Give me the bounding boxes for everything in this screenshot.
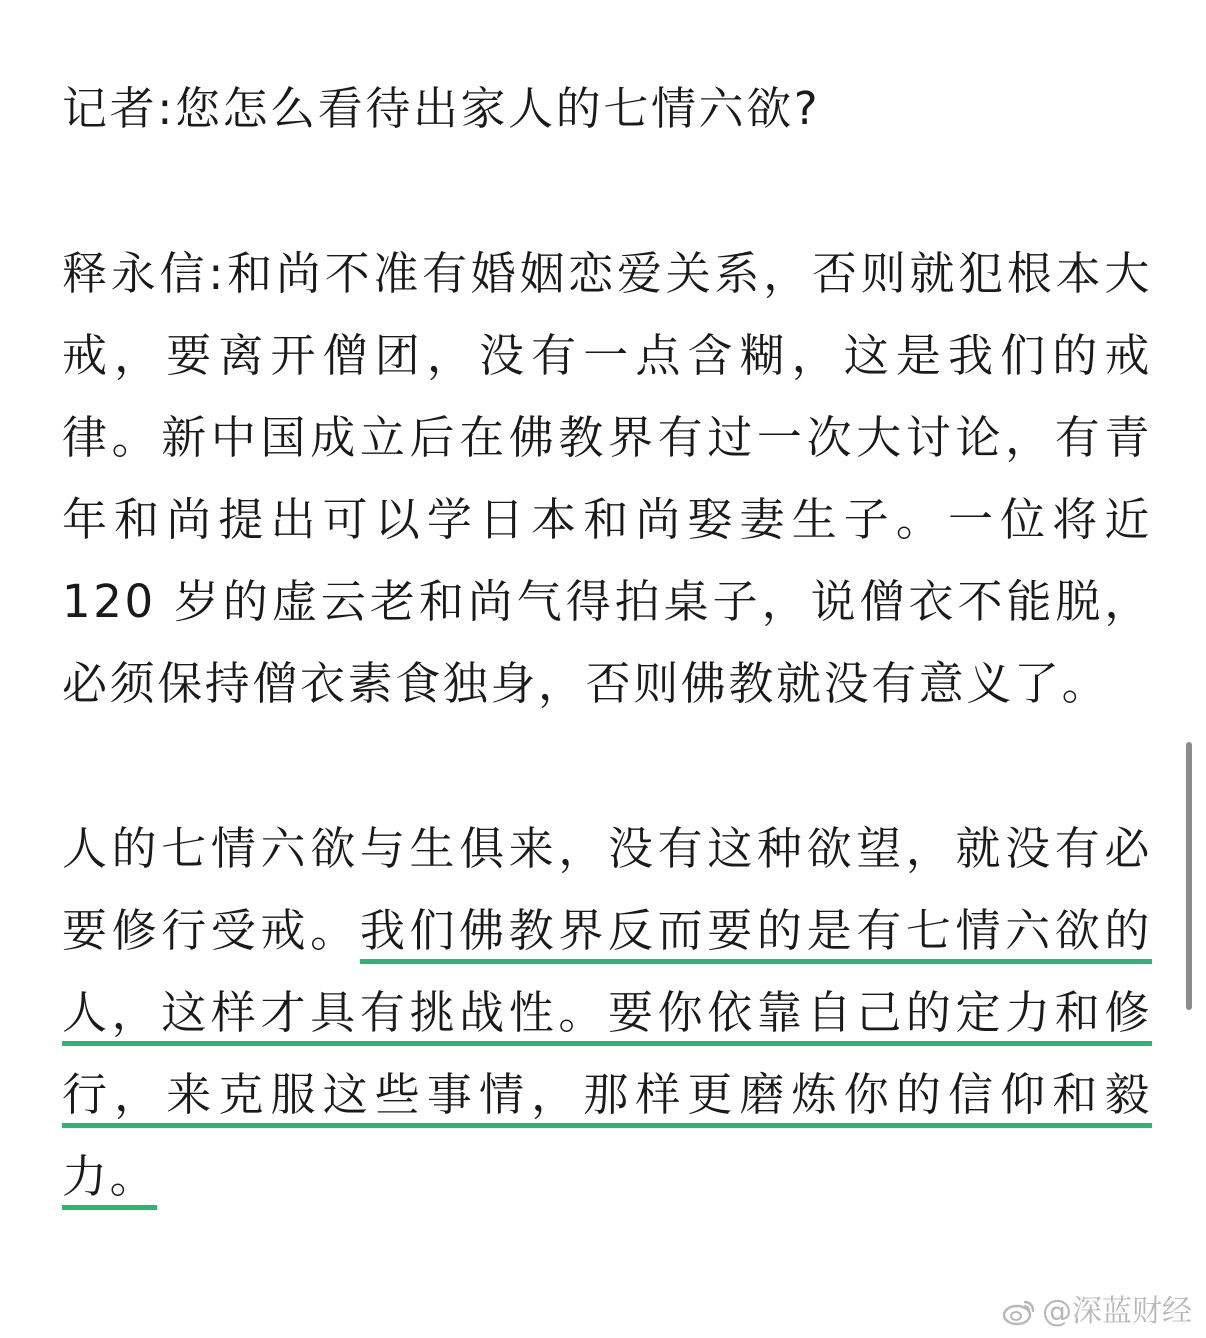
watermark-text: @深蓝财经 xyxy=(1042,1294,1192,1329)
interview-answer-paragraph-1: 释永信:和尚不准有婚姻恋爱关系，否则就犯根本大戒，要离开僧团，没有一点含糊，这是我们的戒律。新中国成立后在佛教界有过一次大讨论，有青年和尚提出可以学日本和尚娶妻生子。一位将近 120 岁的虚云老和尚气得拍桌子，说僧衣不能脱，必须保持僧衣素食独身，否则佛教就没有意义了。 xyxy=(62,247,1152,710)
article-body xyxy=(62,68,1152,1218)
watermark xyxy=(1002,1294,1192,1330)
scrollbar[interactable] xyxy=(1186,742,1192,1010)
highlighted-quote: 我们佛教界反而要的是有七情六欲的人，这样才具有挑战性。要你依靠自己的定力和修行，来克服这些事情，那样更磨炼你的信仰和毅力。 xyxy=(62,904,1152,1203)
answer-plain-text: 人的七情六欲与生俱来，没有这种欲望，就没有必要修行受戒。 xyxy=(62,822,1152,957)
interview-question: 记者:您怎么看待出家人的七情六欲? xyxy=(62,82,821,135)
weibo-icon xyxy=(1002,1298,1036,1326)
interview-answer-paragraph-2 xyxy=(62,808,1152,1218)
